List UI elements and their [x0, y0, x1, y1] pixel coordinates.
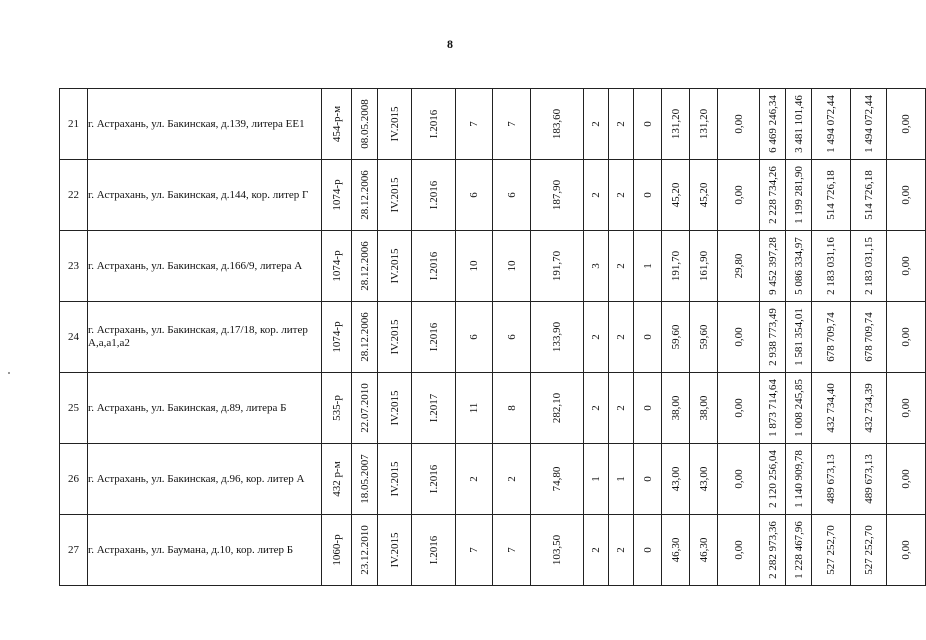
cell-a1-text: 38,00	[669, 395, 682, 421]
cell-s2-text: 1 581 354,01	[792, 308, 805, 366]
cell-a1	[662, 231, 690, 302]
cell-c2-text: 10	[505, 260, 518, 272]
cell-plan-start-text: IV.2015	[388, 319, 401, 355]
row-number-cell: 22	[60, 160, 88, 231]
cell-plan-start-text: IV.2015	[388, 106, 401, 142]
cell-doc-date	[352, 515, 378, 586]
cell-a1-text: 131,20	[669, 108, 682, 140]
cell-c2	[493, 302, 531, 373]
table-row	[60, 302, 926, 373]
cell-c5-text: 0	[641, 121, 654, 127]
cell-c2	[493, 231, 531, 302]
cell-s3	[812, 89, 851, 160]
cell-c2	[493, 444, 531, 515]
cell-s5-text: 0,00	[900, 185, 912, 205]
cell-a1	[662, 160, 690, 231]
cell-a1	[662, 89, 690, 160]
cell-a2-text: 43,00	[697, 466, 710, 492]
cell-s1-text: 2 938 773,49	[766, 308, 779, 366]
cell-c2	[493, 160, 531, 231]
cell-doc-date	[352, 231, 378, 302]
cell-a1	[662, 302, 690, 373]
cell-c5-text: 0	[641, 334, 654, 340]
cell-s4-text: 2 183 031,15	[862, 237, 875, 295]
cell-plan-start	[378, 373, 412, 444]
cell-a2	[690, 231, 718, 302]
cell-a3	[718, 302, 760, 373]
cell-s2-text: 1 199 281,90	[792, 166, 805, 224]
cell-c1	[456, 444, 493, 515]
cell-c1	[456, 160, 493, 231]
cell-plan-end	[412, 444, 456, 515]
cell-c4-text: 2	[615, 334, 627, 340]
cell-area	[531, 444, 584, 515]
cell-c3	[584, 160, 609, 231]
cell-s4-text: 514 726,18	[862, 170, 875, 220]
cell-plan-end	[412, 231, 456, 302]
cell-c3-text: 2	[590, 334, 602, 340]
cell-s5	[887, 444, 926, 515]
cell-plan-start	[378, 160, 412, 231]
cell-area	[531, 302, 584, 373]
cell-c2-text: 7	[505, 547, 518, 553]
cell-a3	[718, 89, 760, 160]
cell-c3	[584, 302, 609, 373]
cell-doc-date	[352, 302, 378, 373]
cell-plan-start-text: IV.2015	[388, 248, 401, 284]
row-number-cell: 23	[60, 231, 88, 302]
address-cell: г. Астрахань, ул. Бакинская, д.96, кор. литер А	[88, 444, 322, 515]
cell-plan-end-text: I.2016	[427, 109, 440, 139]
row-number-cell: 25	[60, 373, 88, 444]
cell-a3-text: 0,00	[732, 540, 745, 560]
cell-c1-text: 7	[468, 547, 480, 553]
cell-doc-no	[322, 444, 352, 515]
cell-doc-date-text: 08.05.2008	[358, 99, 371, 149]
cell-s4	[851, 373, 887, 444]
cell-a2-text: 131,20	[697, 108, 710, 140]
cell-c4-text: 2	[615, 405, 627, 411]
table-row	[60, 444, 926, 515]
cell-s5	[887, 231, 926, 302]
cell-s2-text: 1 228 467,96	[792, 521, 805, 579]
cell-doc-date-text: 18.05.2007	[358, 454, 371, 504]
cell-s5	[887, 302, 926, 373]
cell-s3	[812, 515, 851, 586]
cell-c2-text: 2	[505, 476, 518, 482]
cell-plan-start-text: IV.2015	[388, 461, 401, 497]
cell-s5-text: 0,00	[900, 540, 912, 560]
cell-doc-no	[322, 515, 352, 586]
cell-doc-no	[322, 302, 352, 373]
cell-area	[531, 160, 584, 231]
cell-area-text: 282,10	[551, 392, 563, 424]
table-row	[60, 160, 926, 231]
cell-s2-text: 5 086 334,97	[792, 237, 805, 295]
cell-doc-date	[352, 89, 378, 160]
cell-s4-text: 1 494 072,44	[862, 95, 875, 153]
cell-area	[531, 89, 584, 160]
cell-s2	[786, 89, 812, 160]
cell-c1-text: 11	[468, 402, 480, 414]
cell-plan-start	[378, 231, 412, 302]
cell-s2-text: 1 140 909,78	[792, 450, 805, 508]
cell-a3-text: 0,00	[732, 327, 745, 347]
cell-area-text: 133,90	[551, 321, 563, 353]
cell-c5-text: 1	[641, 263, 654, 269]
address-cell: г. Астрахань, ул. Бакинская, д.144, кор. литер Г	[88, 160, 322, 231]
cell-s3-text: 514 726,18	[825, 170, 837, 220]
cell-s3	[812, 160, 851, 231]
cell-c3-text: 2	[590, 405, 602, 411]
cell-c4	[609, 160, 634, 231]
cell-s4	[851, 160, 887, 231]
cell-doc-date	[352, 373, 378, 444]
cell-doc-no	[322, 373, 352, 444]
cell-c5	[634, 373, 662, 444]
cell-doc-no-text: 454-р-м	[330, 105, 343, 143]
cell-c1-text: 10	[468, 260, 480, 272]
scan-speck	[8, 372, 10, 374]
cell-s5	[887, 515, 926, 586]
cell-plan-end	[412, 160, 456, 231]
cell-c3-text: 3	[590, 263, 602, 269]
table-row	[60, 515, 926, 586]
cell-c5-text: 0	[641, 192, 654, 198]
address-cell: г. Астрахань, ул. Бакинская, д.17/18, кор. литер А,а,а1,а2	[88, 302, 322, 373]
cell-c4-text: 2	[615, 192, 627, 198]
cell-s4-text: 527 252,70	[862, 525, 875, 575]
cell-c4	[609, 515, 634, 586]
cell-c3-text: 2	[590, 121, 602, 127]
cell-a1-text: 45,20	[669, 182, 682, 208]
cell-doc-date-text: 22.07.2010	[358, 383, 371, 433]
cell-s2	[786, 231, 812, 302]
cell-c4-text: 2	[615, 263, 627, 269]
cell-c2	[493, 89, 531, 160]
cell-s1-text: 6 469 246,34	[766, 95, 779, 153]
resettlement-table	[59, 88, 926, 586]
cell-c4-text: 2	[615, 121, 627, 127]
cell-a3-text: 0,00	[732, 398, 745, 418]
cell-c5-text: 0	[641, 405, 654, 411]
cell-c3	[584, 231, 609, 302]
cell-s3	[812, 302, 851, 373]
cell-plan-start	[378, 444, 412, 515]
cell-doc-no	[322, 231, 352, 302]
cell-doc-no-text: 535-р	[330, 395, 343, 421]
cell-s5-text: 0,00	[900, 469, 912, 489]
cell-plan-end-text: I.2016	[427, 251, 440, 281]
cell-c2-text: 8	[505, 405, 518, 411]
cell-c5	[634, 444, 662, 515]
cell-s3-text: 678 709,74	[825, 312, 837, 362]
cell-s3-text: 2 183 031,16	[825, 237, 837, 295]
cell-a3	[718, 515, 760, 586]
cell-area	[531, 373, 584, 444]
cell-doc-date	[352, 160, 378, 231]
cell-a2	[690, 515, 718, 586]
cell-area	[531, 231, 584, 302]
cell-a2	[690, 373, 718, 444]
cell-c1	[456, 373, 493, 444]
cell-c1-text: 6	[468, 192, 480, 198]
cell-c4	[609, 444, 634, 515]
cell-plan-start	[378, 302, 412, 373]
cell-a3-text: 0,00	[732, 469, 745, 489]
cell-s2	[786, 302, 812, 373]
cell-c4-text: 2	[615, 547, 627, 553]
cell-plan-start	[378, 515, 412, 586]
cell-c3	[584, 89, 609, 160]
cell-c1-text: 2	[468, 476, 480, 482]
cell-plan-start	[378, 89, 412, 160]
cell-doc-no	[322, 160, 352, 231]
cell-c1-text: 7	[468, 121, 480, 127]
address-cell: г. Астрахань, ул. Баумана, д.10, кор. литер Б	[88, 515, 322, 586]
cell-a2	[690, 89, 718, 160]
cell-c3	[584, 515, 609, 586]
cell-c5-text: 0	[641, 476, 654, 482]
cell-s1	[760, 515, 786, 586]
cell-s5	[887, 160, 926, 231]
cell-s1	[760, 231, 786, 302]
cell-s1-text: 2 120 256,04	[766, 450, 779, 508]
cell-s4-text: 678 709,74	[862, 312, 875, 362]
cell-c3-text: 2	[590, 547, 602, 553]
cell-a3-text: 29,80	[732, 253, 745, 279]
cell-s4	[851, 89, 887, 160]
cell-doc-no-text: 1074-р	[330, 321, 343, 353]
cell-a3-text: 0,00	[732, 185, 745, 205]
cell-s5-text: 0,00	[900, 327, 912, 347]
cell-s5-text: 0,00	[900, 398, 912, 418]
cell-doc-no-text: 1060-р	[330, 534, 343, 566]
cell-a2-text: 38,00	[697, 395, 710, 421]
cell-a2-text: 161,90	[697, 250, 710, 282]
cell-c5	[634, 160, 662, 231]
cell-plan-end-text: I.2016	[427, 535, 440, 565]
cell-c1	[456, 302, 493, 373]
cell-a1	[662, 373, 690, 444]
cell-c4	[609, 373, 634, 444]
cell-a1	[662, 444, 690, 515]
cell-s3-text: 432 734,40	[825, 383, 837, 433]
cell-s3	[812, 231, 851, 302]
cell-c3	[584, 444, 609, 515]
cell-s5-text: 0,00	[900, 256, 912, 276]
cell-a3	[718, 231, 760, 302]
cell-c4	[609, 231, 634, 302]
cell-s2	[786, 373, 812, 444]
cell-plan-end	[412, 302, 456, 373]
cell-s2	[786, 160, 812, 231]
cell-c1	[456, 515, 493, 586]
cell-c5	[634, 231, 662, 302]
cell-a2-text: 59,60	[697, 324, 710, 350]
cell-area-text: 191,70	[551, 250, 563, 282]
table-row	[60, 89, 926, 160]
cell-a3	[718, 160, 760, 231]
table-row	[60, 373, 926, 444]
cell-c4-text: 1	[615, 476, 627, 482]
cell-c5	[634, 89, 662, 160]
cell-c2-text: 6	[505, 192, 518, 198]
cell-s5	[887, 373, 926, 444]
cell-s2	[786, 444, 812, 515]
cell-c1-text: 6	[468, 334, 480, 340]
cell-a3	[718, 373, 760, 444]
cell-s1-text: 1 873 714,64	[766, 379, 779, 437]
cell-a2-text: 46,30	[697, 537, 710, 563]
cell-c5-text: 0	[641, 547, 654, 553]
cell-a2	[690, 302, 718, 373]
cell-doc-date-text: 28.12.2006	[358, 241, 371, 291]
cell-s1-text: 2 282 973,36	[766, 521, 779, 579]
cell-plan-end	[412, 515, 456, 586]
cell-a1-text: 59,60	[669, 324, 682, 350]
cell-s4	[851, 444, 887, 515]
cell-a1-text: 43,00	[669, 466, 682, 492]
cell-a1	[662, 515, 690, 586]
cell-c5	[634, 515, 662, 586]
cell-a2	[690, 160, 718, 231]
cell-s2-text: 1 008 245,85	[792, 379, 805, 437]
cell-s3-text: 1 494 072,44	[825, 95, 837, 153]
row-number-cell: 26	[60, 444, 88, 515]
cell-s5-text: 0,00	[900, 114, 912, 134]
cell-area-text: 187,90	[551, 179, 563, 211]
cell-s1	[760, 89, 786, 160]
cell-c3	[584, 373, 609, 444]
cell-s4	[851, 515, 887, 586]
cell-s1-text: 9 452 397,28	[766, 237, 779, 295]
cell-a1-text: 191,70	[669, 250, 682, 282]
cell-c1	[456, 89, 493, 160]
page-number: 8	[447, 37, 453, 51]
cell-s1	[760, 302, 786, 373]
cell-c1	[456, 231, 493, 302]
cell-plan-end	[412, 89, 456, 160]
cell-s4-text: 432 734,39	[862, 383, 875, 433]
cell-area-text: 183,60	[551, 108, 563, 140]
cell-s3	[812, 373, 851, 444]
cell-s1	[760, 373, 786, 444]
cell-c3-text: 2	[590, 192, 602, 198]
row-number-cell: 24	[60, 302, 88, 373]
row-number-cell: 27	[60, 515, 88, 586]
cell-c2-text: 7	[505, 121, 518, 127]
cell-doc-date	[352, 444, 378, 515]
cell-c3-text: 1	[590, 476, 602, 482]
cell-s1-text: 2 228 734,26	[766, 166, 779, 224]
address-cell: г. Астрахань, ул. Бакинская, д.166/9, литера А	[88, 231, 322, 302]
cell-c2	[493, 515, 531, 586]
cell-area	[531, 515, 584, 586]
address-cell: г. Астрахань, ул. Бакинская, д.89, литера Б	[88, 373, 322, 444]
cell-c5	[634, 302, 662, 373]
cell-c2-text: 6	[505, 334, 518, 340]
cell-a3	[718, 444, 760, 515]
cell-plan-start-text: IV.2015	[388, 390, 401, 426]
cell-s4-text: 489 673,13	[862, 454, 875, 504]
cell-s3-text: 527 252,70	[825, 525, 837, 575]
cell-a3-text: 0,00	[732, 114, 745, 134]
cell-s1	[760, 160, 786, 231]
cell-area-text: 74,80	[551, 466, 563, 492]
cell-s3-text: 489 673,13	[825, 454, 837, 504]
cell-a2-text: 45,20	[697, 182, 710, 208]
cell-plan-start-text: IV.2015	[388, 177, 401, 213]
cell-c2	[493, 373, 531, 444]
table-row	[60, 231, 926, 302]
cell-c4	[609, 89, 634, 160]
row-number-cell: 21	[60, 89, 88, 160]
cell-doc-date-text: 28.12.2006	[358, 312, 371, 362]
cell-plan-end-text: I.2016	[427, 322, 440, 352]
address-cell: г. Астрахань, ул. Бакинская, д.139, литера ЕЕ1	[88, 89, 322, 160]
cell-doc-date-text: 23.12.2010	[358, 525, 371, 575]
cell-doc-no-text: 432 р-м	[330, 461, 343, 497]
cell-s1	[760, 444, 786, 515]
cell-s4	[851, 302, 887, 373]
cell-plan-end-text: I.2017	[427, 393, 440, 423]
cell-doc-no-text: 1074-р	[330, 250, 343, 282]
cell-doc-no-text: 1074-р	[330, 179, 343, 211]
cell-c4	[609, 302, 634, 373]
cell-a2	[690, 444, 718, 515]
cell-s2-text: 3 481 101,46	[792, 95, 805, 153]
cell-s2	[786, 515, 812, 586]
cell-area-text: 103,50	[551, 534, 563, 566]
cell-s4	[851, 231, 887, 302]
cell-doc-date-text: 28.12.2006	[358, 170, 371, 220]
cell-plan-end-text: I.2016	[427, 464, 440, 494]
cell-plan-end	[412, 373, 456, 444]
cell-plan-end-text: I.2016	[427, 180, 440, 210]
cell-doc-no	[322, 89, 352, 160]
cell-s5	[887, 89, 926, 160]
cell-plan-start-text: IV.2015	[388, 532, 401, 568]
cell-s3	[812, 444, 851, 515]
cell-a1-text: 46,30	[669, 537, 682, 563]
